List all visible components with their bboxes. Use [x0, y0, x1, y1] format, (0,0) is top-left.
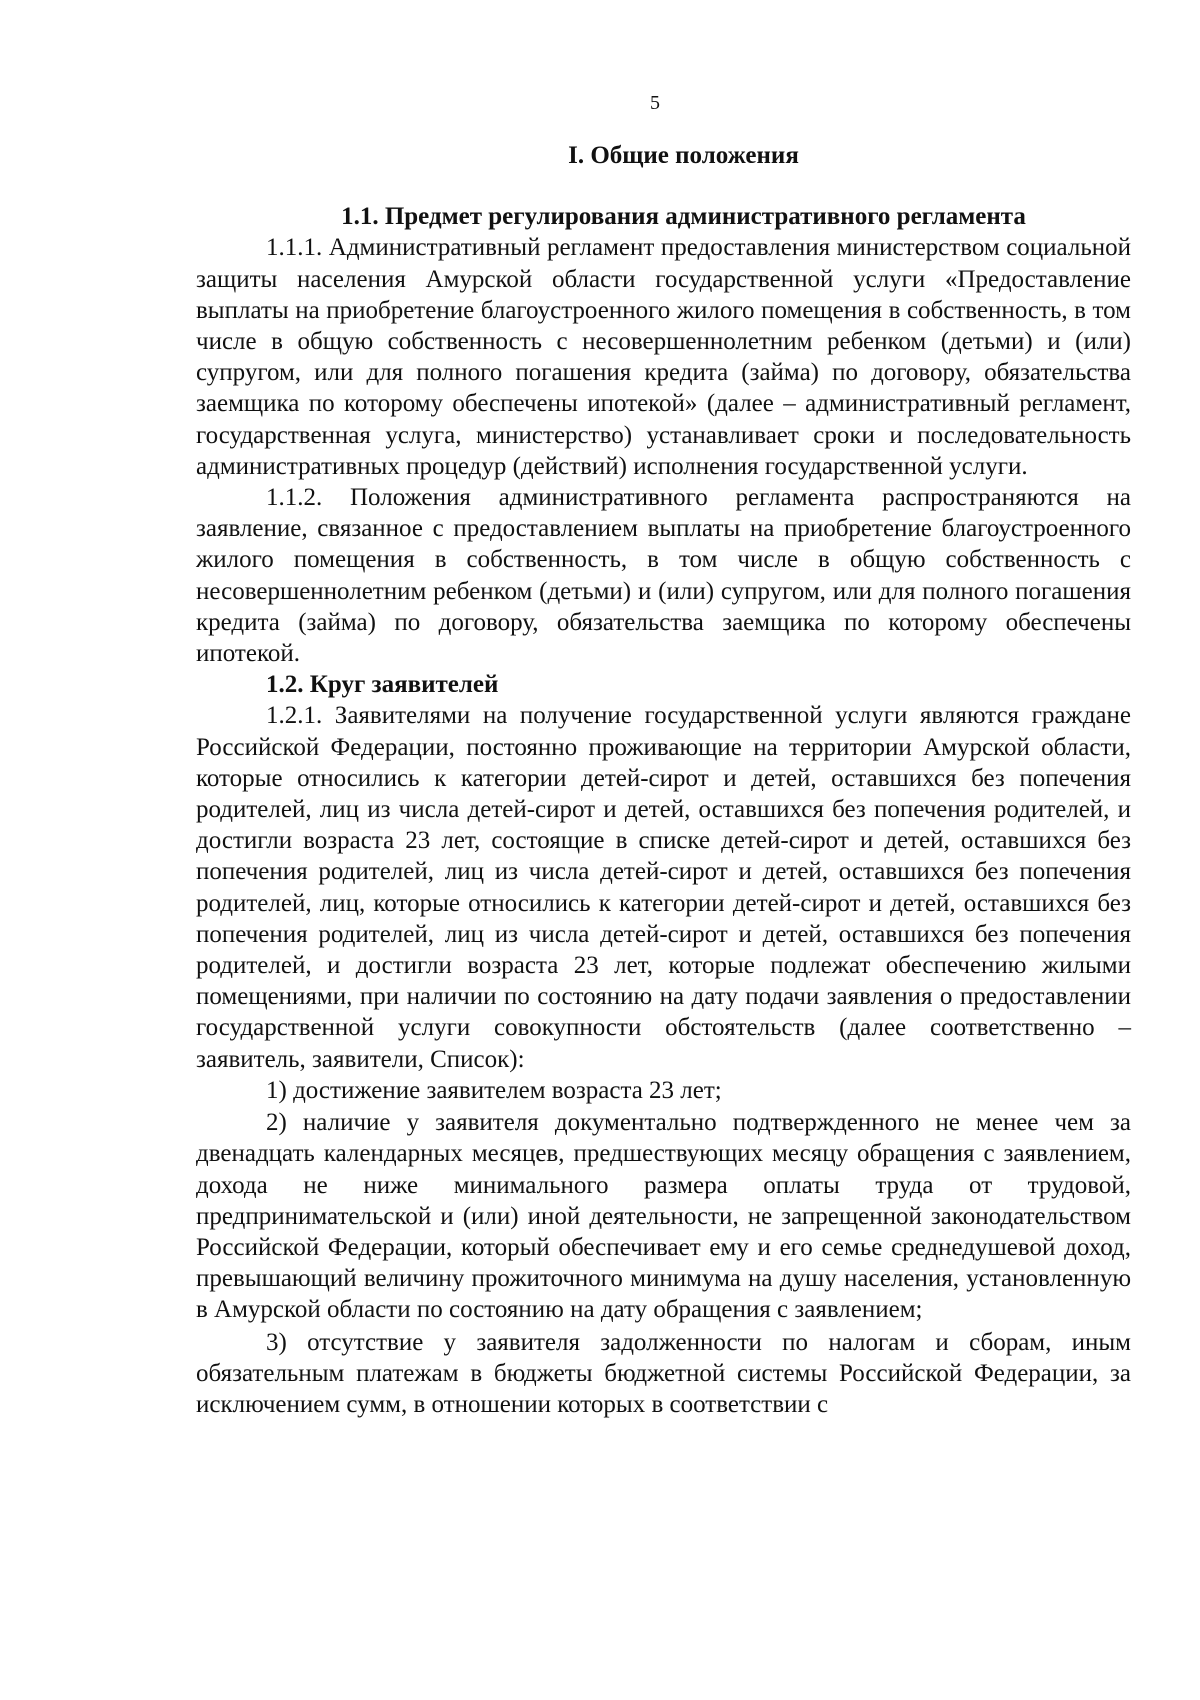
list-item-2: 2) наличие у заявителя документально подтвержденного не менее чем за двенадцать календарных месяцев, предшествующих месяцу обращения с заявлением, дохода не ниже минимального размера оплаты труда от трудовой, предпринимательской и (или) иной деятельности, не запрещенной законодательством Российской Федерации, который обеспечивает ему и его семье среднедушевой доход, превышающий величину прожиточного минимума на душу населения, установленную в Амурской области по состоянию на дату обращения с заявлением; — [196, 1109, 1131, 1324]
subsection-title-1-2: 1.2. Круг заявителей — [266, 671, 499, 699]
page-number: 5 — [650, 92, 660, 114]
subsection-title-1-1: 1.1. Предмет регулирования административного регламента — [341, 203, 1026, 231]
section-title: I. Общие положения — [568, 142, 799, 169]
paragraph-1-1-2: 1.1.2. Положения административного регламента распространяются на заявление, связанное с предоставлением выплаты на приобретение благоустроенного жилого помещения в собственность, в том числе в общую собственность с несовершеннолетним ребенком (детьми) и (или) супругом, или для полного погашения кредита (займа) по договору, обязательства заемщика по которому обеспечены ипотекой. — [196, 484, 1131, 668]
paragraph-1-1-1: 1.1.1. Административный регламент предоставления министерством социальной защиты населения Амурской области государственной услуги «Предоставление выплаты на приобретение благоустроенного жилого помещения в собственность, в том числе в общую собственность с несовершеннолетним ребенком (детьми) и (или) супругом, или для полного погашения кредита (займа) по договору, обязательства заемщика по которому обеспечены ипотекой» (далее – административный регламент, государственная услуга, министерство) устанавливает сроки и последовательность административных процедур (действий) исполнения государственной услуги. — [196, 234, 1131, 480]
document-body — [196, 140, 1131, 1420]
list-item-1: 1) достижение заявителем возраста 23 лет; — [266, 1076, 722, 1104]
list-item-3: 3) отсутствие у заявителя задолженности по налогам и сборам, иным обязательным платежам в бюджеты бюджетной системы Российской Федерации, за исключением сумм, в отношении которых в соответствии с — [196, 1328, 1131, 1418]
paragraph-1-2-1: 1.2.1. Заявителями на получение государственной услуги являются граждане Российской Федерации, постоянно проживающие на территории Амурской области, которые относились к категории детей-сирот и детей, оставшихся без попечения родителей, лиц из числа детей-сирот и детей, оставшихся без попечения родителей, и достигли возраста 23 лет, состоящие в списке детей-сирот и детей, оставшихся без попечения родителей, лиц из числа детей-сирот и детей, оставшихся без попечения родителей, лиц, которые относились к категории детей-сирот и детей, оставшихся без попечения родителей, лиц из числа детей-сирот и детей, оставшихся без попечения родителей, и достигли возраста 23 лет, которые подлежат обеспечению жилыми помещениями, при наличии по состоянию на дату подачи заявления о предоставлении государственной услуги совокупности обстоятельств (далее соответственно – заявитель, заявители, Список): — [196, 702, 1131, 1073]
